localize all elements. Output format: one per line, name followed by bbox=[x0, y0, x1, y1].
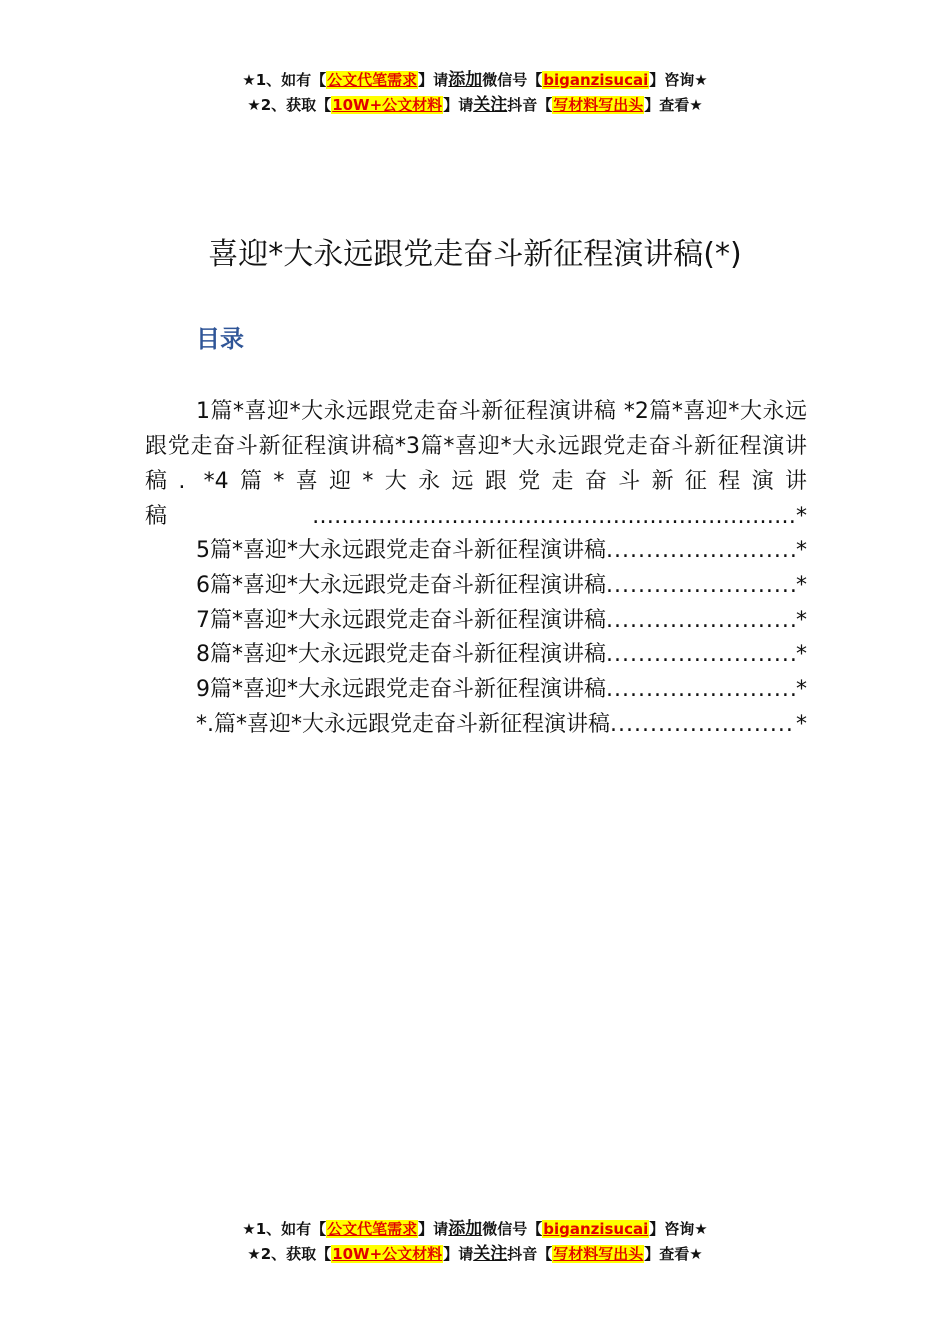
toc-leader bbox=[606, 673, 796, 708]
toc-item[interactable]: 7篇*喜迎*大永远跟党走奋斗新征程演讲稿 ..... * bbox=[196, 604, 807, 639]
highlight-materials: 10W+公文材料 bbox=[332, 96, 443, 114]
toc-item[interactable]: *.篇*喜迎*大永远跟党走奋斗新征程演讲稿 ..... * bbox=[196, 708, 807, 743]
toc-leader bbox=[606, 569, 796, 604]
toc-leader bbox=[610, 708, 796, 743]
toc-item[interactable]: 5篇*喜迎*大永远跟党走奋斗新征程演讲稿 ..... * bbox=[196, 534, 807, 569]
highlight-douyin-id: 写材料写出头 bbox=[553, 1245, 644, 1263]
highlight-wechat-id: biganzisucai bbox=[543, 71, 649, 89]
document-title: 喜迎*大永远跟党走奋斗新征程演讲稿(*) bbox=[208, 237, 742, 273]
toc-heading: 目录 bbox=[196, 325, 244, 353]
toc-leader bbox=[606, 534, 796, 569]
highlight-service: 公文代笔需求 bbox=[327, 71, 418, 89]
toc-paragraph: 1篇*喜迎*大永远跟党走奋斗新征程演讲稿 *2篇*喜迎*大永远跟党走奋斗新征程演讲稿*3篇*喜迎*大永远跟党走奋斗新征程演讲稿. *4篇*喜迎*大永远跟党走奋斗新征程演讲稿…………………………………………………………* bbox=[145, 399, 807, 529]
toc-list bbox=[196, 534, 807, 743]
toc-item[interactable]: 6篇*喜迎*大永远跟党走奋斗新征程演讲稿 ..... * bbox=[196, 569, 807, 604]
highlight-douyin-id: 写材料写出头 bbox=[553, 96, 644, 114]
highlight-service: 公文代笔需求 bbox=[327, 1220, 418, 1238]
toc-leader bbox=[606, 604, 796, 639]
toc-leader bbox=[606, 638, 796, 673]
highlight-wechat-id: biganzisucai bbox=[543, 1220, 649, 1238]
highlight-materials: 10W+公文材料 bbox=[332, 1245, 443, 1263]
banner-line-2: ★2、获取【10W+公文材料】请关注抖音【写材料写出头】查看★ bbox=[247, 1244, 703, 1264]
banner-line-1: ★1、如有【公文代笔需求】请添加微信号【biganzisucai】咨询★ bbox=[242, 1219, 708, 1239]
header-banner bbox=[0, 68, 950, 118]
banner-line-1: ★1、如有【公文代笔需求】请添加微信号【biganzisucai】咨询★ bbox=[242, 70, 708, 90]
toc-item[interactable]: 9篇*喜迎*大永远跟党走奋斗新征程演讲稿 ..... * bbox=[196, 673, 807, 708]
banner-line-2: ★2、获取【10W+公文材料】请关注抖音【写材料写出头】查看★ bbox=[247, 95, 703, 115]
toc-item[interactable]: 8篇*喜迎*大永远跟党走奋斗新征程演讲稿 ..... * bbox=[196, 638, 807, 673]
footer-banner bbox=[0, 1217, 950, 1267]
